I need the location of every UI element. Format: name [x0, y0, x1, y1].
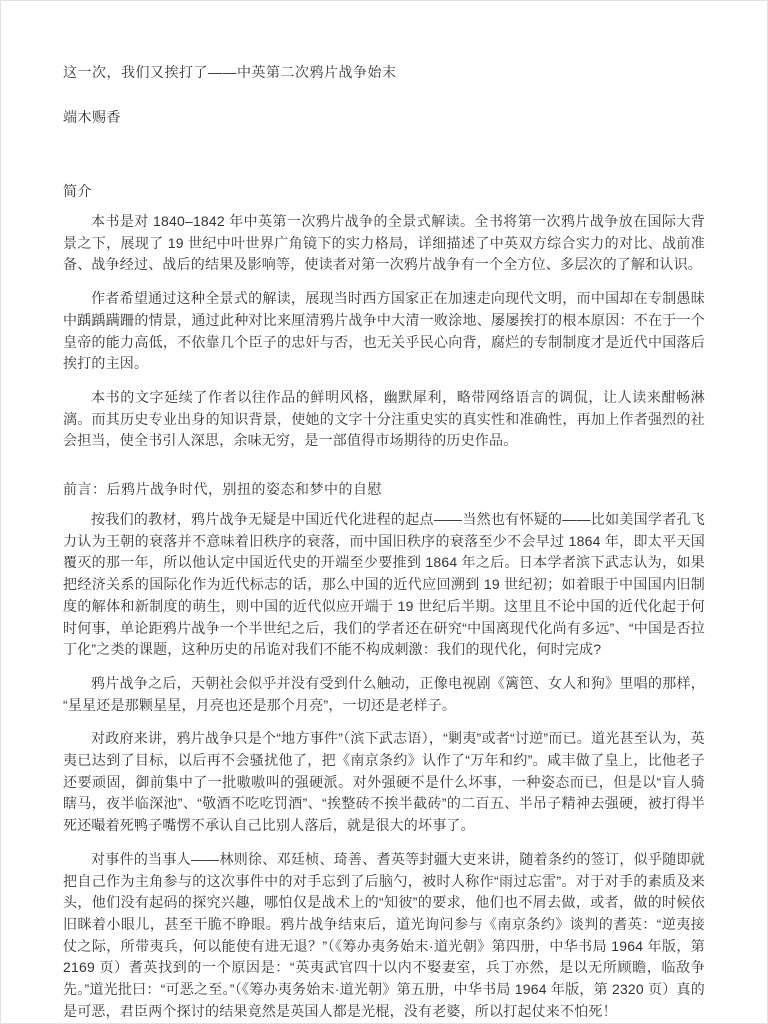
- author-name: 端木赐香: [63, 109, 121, 125]
- preface-paragraph-4: 对事件的当事人——林则徐、邓廷桢、琦善、耆英等封疆大吏来讲，随着条约的签订，似乎随即就把自己作为主角参与的这次事件中的对手忘到了后脑勺，被时人称作“雨过忘雷”。对于对手的素质及来头，他们没有起码的探究兴趣，哪怕仅是战术上的“知彼”的要求，他们也不屑去做，或者，做的时候依旧眯着小眼儿，甚至干脆不睁眼。鸦片战争结束后，道光询问参与《南京条约》谈判的耆英：“逆夷接仗之际，所带夷兵，何以能使有进无退？”（《筹办夷务始末·道光朝》第四册，中华书局 1964 年版，第 2169 页）耆英找到的一个原因是：“英夷武官四十以内不娶妻室，兵丁亦然，是以无所顾瞻，临敌争先。”道光批曰：“可恶之至。”（《筹办夷务始末·道光朝》第五册，中华书局 1964 年版，第 2320 页）真的是可恶，君臣两个探讨的结果竟然是英国人都是光棍，没有老婆，所以打起仗来不怕死！: [63, 850, 705, 1019]
- page-title: 这一次，我们又挨打了——中英第二次鸦片战争始末: [63, 64, 397, 80]
- intro-paragraph-1: 本书是对 1840–1842 年中英第一次鸦片战争的全景式解读。全书将第一次鸦片战争放在国际大背景之下，展现了 19 世纪中叶世界广角镜下的实力格局，详细描述了中英双方综合实力的对比、战前准备、战争经过、战后的结果及影响等，使读者对第一次鸦片战争有一个全方位、多层次的了解和认识。: [63, 213, 705, 273]
- section-heading-preface: 前言：后鸦片战争时代，别扭的姿态和梦中的自慰: [63, 481, 382, 498]
- preface-paragraph-1: 按我们的教材，鸦片战争无疑是中国近代化进程的起点——当然也有怀疑的——比如美国学者孔飞力认为王朝的衰落并不意味着旧秩序的衰落，而中国旧秩序的衰落至少不会早过 1864 年，即太平天国覆灭的那一年，所以他认定中国近代史的开端至少要推到 1864 年之后。日本学者滨下武志认为，如果把经济关系的国际化作为近代标志的话，那么中国的近代应回溯到 19 世纪初；如着眼于中国国内旧制度的解体和新制度的萌生，则中国的近代似应开端于 19 世纪后半期。这里且不论中国的近代化起于何时何事，单论距鸦片战争一个半世纪之后，我们的学者还在研究“中国离现代化尚有多远”、“中国是否拉丁化”之类的课题，这种历史的吊诡对我们不能不构成刺激：我们的现代化，何时完成?: [63, 511, 705, 658]
- section-heading-intro: 简介: [63, 183, 92, 199]
- preface-paragraph-3: 对政府来讲，鸦片战争只是个“地方事件”（滨下武志语），“剿夷”或者“讨逆”而已。道光甚至认为，英夷已达到了目标，以后再不会骚扰他了，把《南京条约》认作了“万年和约”。咸丰做了皇上，比他老子还要顽固，御前集中了一批嗷嗷叫的强硬派。对外强硬不是什么坏事，一种姿态而已，但是以“盲人骑瞎马，夜半临深池”、“敬酒不吃吃罚酒”、“挨整砖不挨半截砖”的二百五、半吊子精神去强硬，被打得半死还嘬着死鸭子嘴愣不承认自己比别人落后，就是很大的坏事了。: [63, 730, 705, 834]
- preface-paragraph-2: 鸦片战争之后，天朝社会似乎并没有受到什么触动，正像电视剧《篱笆、女人和狗》里唱的那样，“星星还是那颗星星，月亮也还是那个月亮”，一切还是老样子。: [63, 674, 705, 713]
- intro-paragraph-2: 作者希望通过这种全景式的解读，展现当时西方国家正在加速走向现代文明，而中国却在专制愚昧中踽踽蹒跚的情景，通过此种对比来厘清鸦片战争中大清一败涂地、屡屡挨打的根本原因：不在于一个皇帝的能力高低，不依靠几个臣子的忠奸与否，也无关乎民心向背，腐烂的专制制度才是近代中国落后挨打的主因。: [63, 290, 705, 372]
- intro-paragraph-3: 本书的文字延续了作者以往作品的鲜明风格，幽默犀利，略带网络语言的调侃，让人读来酣畅淋漓。而其历史专业出身的知识背景，使她的文字十分注重史实的真实性和准确性，再加上作者强烈的社会担当，使全书引人深思，余味无穷，是一部值得市场期待的历史作品。: [63, 388, 705, 449]
